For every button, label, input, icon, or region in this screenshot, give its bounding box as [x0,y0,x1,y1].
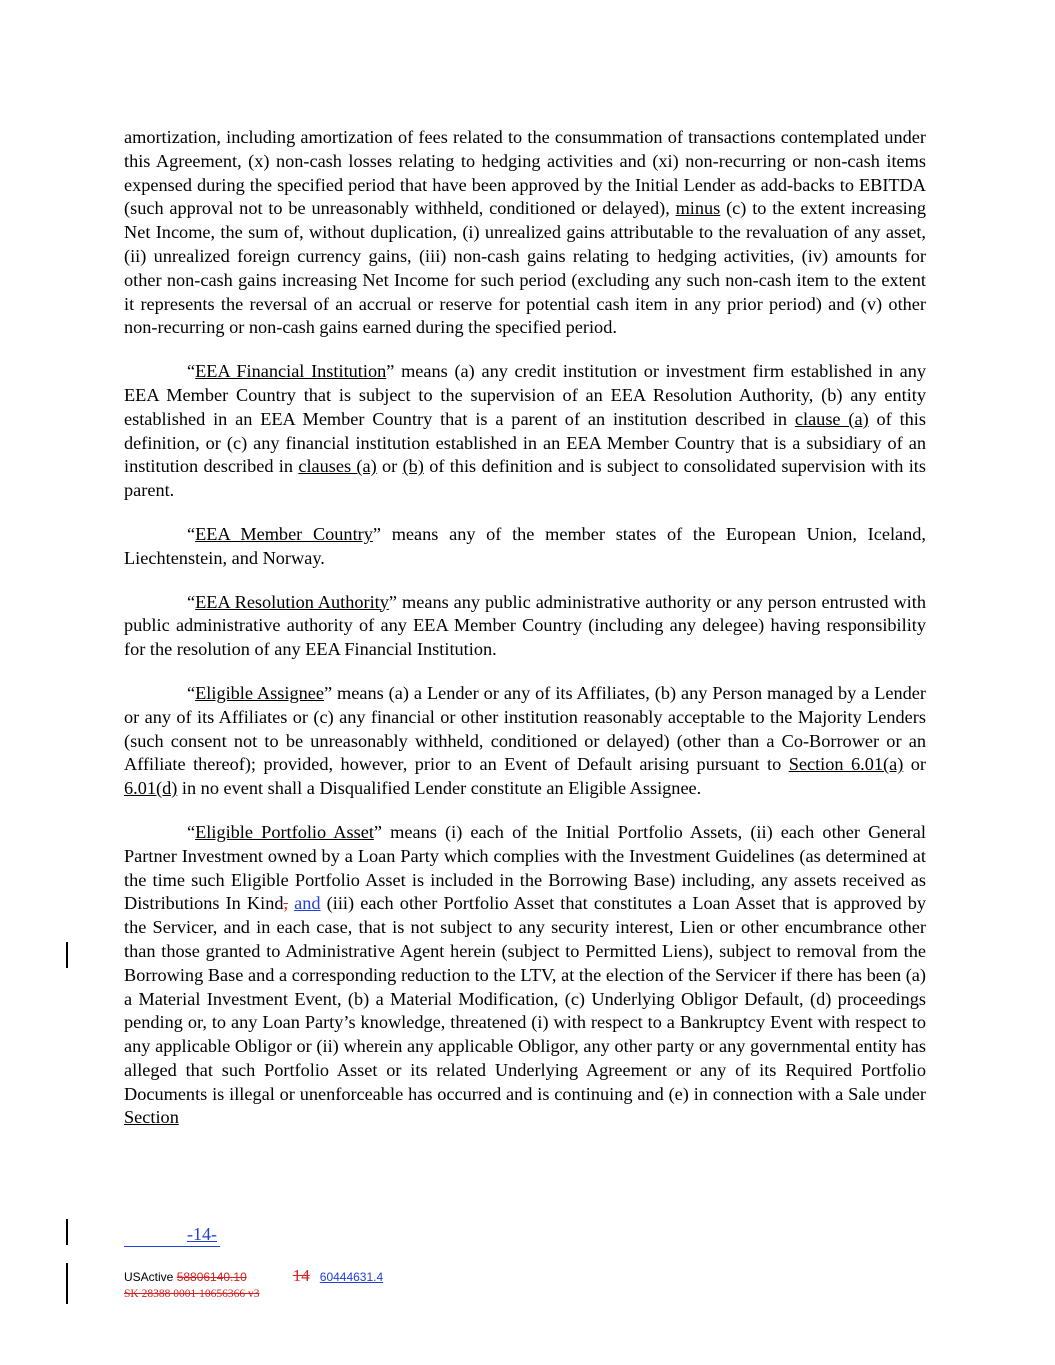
deleted-page-mark: 14 [292,1266,310,1285]
defined-term: EEA Financial Institution [195,361,387,382]
text: in no event shall a Disqualified Lender constitute an Eligible Assignee. [177,778,702,799]
text: ” means (a) a Lender or any of its Affiliates, (b) any Person managed by a Lender or any of its Affiliates or (c) any financial or other institution reasonably acceptable to the Majority Lenders (such consent not to be unreasonably withheld, conditioned or delayed) (other than a Co-Borrower or an Affiliate thereof); provided, however, prior to an Event of Default arising pursuant to [124,682,927,775]
change-bar [66,1219,68,1245]
cross-reference: clauses (a) [298,456,377,477]
page-number [124,1222,220,1247]
defined-term: Eligible Assignee [195,682,324,703]
open-quote: “ [187,361,196,382]
text: of this definition and is subject to consolidated supervision with its parent. [124,456,926,501]
text: ” means any of the member states of the European Union, Iceland, Liechtenstein, and Norway. [124,523,926,568]
defined-term: EEA Resolution Authority [195,591,389,612]
cross-reference: 6.01(d) [124,778,178,799]
definition-eligible-portfolio-asset [124,821,926,1130]
cross-reference: (b) [402,456,424,477]
defined-term: EEA Member Country [195,523,373,544]
deleted-doc-id: 58806140.10 [176,1270,247,1284]
open-quote: “ [187,821,196,842]
cross-reference: clause (a) [794,408,869,429]
text: of this definition, or (c) any financial institution established in an EEA Member Country that is a subsidiary of an institution described in [124,408,926,477]
document-id-footer [124,1268,383,1285]
cross-reference: Section [124,1107,179,1128]
text: amortization, including amortization of fees related to the consummation of transactions contemplated under this Agreement, (x) non-cash losses relating to hedging activities and (xi) non-recurring or non-cash items expensed during the specified period that have been approved by the Initial Lender as add-backs to EBITDA (such approval not to be unreasonably withheld, conditioned or delayed), [124,127,926,219]
deleted-ref-footer [124,1288,259,1300]
text: or [376,456,403,477]
page-number-text: -14- [187,1224,217,1244]
deleted-text: , [283,893,289,914]
deleted-ref: SK 28388 0001 10656366 v3 [124,1288,260,1300]
paragraph-ebitda-continued [124,126,926,340]
cross-reference: Section 6.01(a) [788,754,904,775]
change-bar [66,942,68,968]
text: ” means (i) each of the Initial Portfolio Assets, (ii) each other General Partner Investment owned by a Loan Party which complies with the Investment Guidelines (as determined at the time such Eligible Portfolio Asset is included in the Borrowing Base) including, any assets received as Distributions In Kind [124,821,926,914]
text: (c) to the extent increasing Net Income, the sum of, without duplication, (i) unrealized gains attributable to the revaluation of any asset, (ii) unrealized foreign currency gains, (iii) non-cash gains relating to hedging activities, (iv) amounts for other non-cash gains increasing Net Income for such period (excluding any such non-cash item to the extent it represents the reversal of an accrual or reserve for potential cash item in any prior period) and (v) other non-recurring or non-cash gains earned during the specified period. [124,198,926,338]
text: (iii) each other Portfolio Asset that constitutes a Loan Asset that is approved by the Servicer, and in each case, that is not subject to any security interest, Lien or other encumbrance other than those granted to Administrative Agent herein (subject to Permitted Liens), subject to removal from the Borrowing Base and a corresponding reduction to the LTV, at the election of the Servicer if there has been (a) a Material Investment Event, (b) a Material Modification, (c) Underlying Obligor Default, (d) proceedings pending or, to any Loan Party’s knowledge, threatened (i) with respect to a Bankruptcy Event with respect to any applicable Obligor or (ii) wherein any applicable Obligor, any other party or any governmental entity has alleged that such Portfolio Asset or its related Underlying Agreement or any of its Required Portfolio Documents is illegal or unenforceable has occurred and is continuing and (e) in connection with a Sale under [124,893,926,1104]
definition-eea-resolution-authority [124,591,926,662]
document-body [124,126,926,1130]
inserted-text: and [294,893,321,914]
definition-eea-financial-institution [124,360,926,503]
doc-label: USActive [124,1270,177,1284]
change-bar [66,1263,68,1304]
definition-eligible-assignee [124,682,926,801]
open-quote: “ [187,591,196,612]
open-quote: “ [187,523,196,544]
inserted-doc-id: 60444631.4 [319,1270,384,1284]
open-quote: “ [187,682,196,703]
definition-eea-member-country [124,523,926,571]
text: or [903,754,926,775]
defined-term: Eligible Portfolio Asset [195,821,374,842]
text: ” means any public administrative authority or any person entrusted with public administrative authority of any EEA Member Country (including any delegee) having responsibility for the resolution of any EEA Financial Institution. [124,591,926,660]
underlined-term: minus [675,198,721,219]
text: ” means (a) any credit institution or investment firm established in any EEA Member Country that is subject to the supervision of an EEA Resolution Authority, (b) any entity established in an EEA Member Country that is a parent of an institution described in [124,361,927,429]
